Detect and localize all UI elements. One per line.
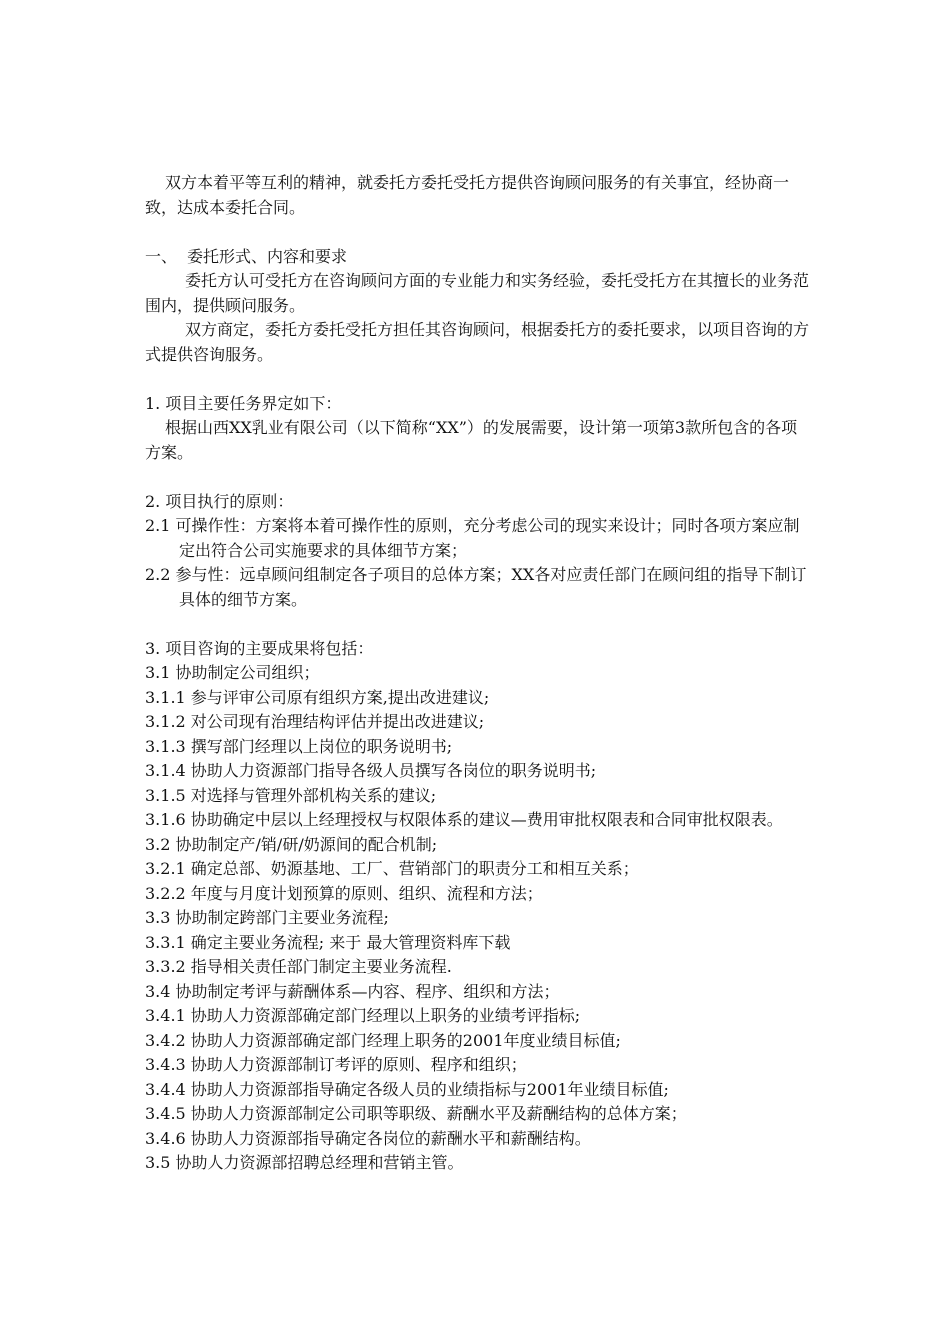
list-item: 3.2.2 年度与月度计划预算的原则、组织、流程和方法； bbox=[145, 883, 543, 903]
list-item: 3.4.2 协助人力资源部确定部门经理上职务的2001年度业绩目标值; bbox=[145, 1030, 621, 1050]
list-item: 3.1.5 对选择与管理外部机构关系的建议; bbox=[145, 785, 437, 805]
section-1-paragraph-1: 委托方认可受托方在咨询顾问方面的专业能力和实务经验，委托受托方在其擅长的业务范围内，提供顾问服务。 bbox=[145, 271, 810, 315]
list-item: 3.4.3 协助人力资源部制订考评的原则、程序和组织； bbox=[145, 1055, 527, 1074]
list-item: 3.2.1 确定总部、奶源基地、工厂、营销部门的职责分工和相互关系； bbox=[145, 859, 639, 878]
list-item: 3.1.6 协助确定中层以上经理授权与权限体系的建议—费用审批权限表和合同审批权限表。 bbox=[145, 810, 783, 829]
section-1-heading bbox=[145, 245, 810, 270]
list-item: 3.4.1 协助人力资源部确定部门经理以上职务的业绩考评指标; bbox=[145, 1006, 581, 1025]
list-item: 3.4 协助制定考评与薪酬体系—内容、程序、组织和方法； bbox=[145, 981, 560, 1001]
section-1-paragraph-2: 双方商定，委托方委托受托方担任其咨询顾问，根据委托方的委托要求，以项目咨询的方式提供咨询服务。 bbox=[145, 320, 810, 364]
spacer bbox=[145, 220, 810, 245]
list-item: 3.5 协助人力资源部招聘总经理和营销主管。 bbox=[145, 1153, 464, 1172]
item-1-body: 根据山西XX乳业有限公司（以下简称“XX”）的发展需要，设计第一项第3款所包含的各项方案。 bbox=[145, 418, 798, 462]
list-item: 3.1.3 撰写部门经理以上岗位的职务说明书; bbox=[145, 736, 453, 756]
list-item: 3.3 协助制定跨部门主要业务流程; bbox=[145, 908, 389, 927]
item-3-heading: 3. 项目咨询的主要成果将包括： bbox=[145, 638, 374, 658]
list-item: 3.2 协助制定产/销/研/奶源间的配合机制; bbox=[145, 834, 438, 854]
document-body bbox=[145, 171, 810, 1176]
item-2-1: 2.1 可操作性：方案将本着可操作性的原则，充分考虑公司的现实来设计；同时各项方案应制定出符合公司实施要求的具体细节方案； bbox=[145, 516, 800, 560]
list-item: 3.1.1 参与评审公司原有组织方案,提出改进建议; bbox=[145, 687, 490, 707]
spacer bbox=[145, 465, 810, 490]
intro-paragraph: 双方本着平等互利的精神，就委托方委托受托方提供咨询顾问服务的有关事宜，经协商一致，达成本委托合同。 bbox=[145, 173, 790, 217]
item-2-heading: 2. 项目执行的原则： bbox=[145, 491, 294, 511]
section-1-number: 一、 bbox=[145, 246, 178, 266]
spacer bbox=[145, 367, 810, 392]
item-2-2: 2.2 参与性：远卓顾问组制定各子项目的总体方案；XX各对应责任部门在顾问组的指导下制订具体的细节方案。 bbox=[145, 565, 807, 609]
list-item: 3.3.2 指导相关责任部门制定主要业务流程. bbox=[145, 957, 452, 976]
item-1-heading: 1. 项目主要任务界定如下： bbox=[145, 393, 342, 413]
list-item: 3.1.4 协助人力资源部门指导各级人员撰写各岗位的职务说明书; bbox=[145, 761, 597, 780]
spacer bbox=[145, 612, 810, 637]
list-item: 3.3.1 确定主要业务流程; 来于 最大管理资料库下载 bbox=[145, 932, 511, 952]
list-item: 3.1.2 对公司现有治理结构评估并提出改进建议; bbox=[145, 712, 485, 731]
list-item: 3.4.6 协助人力资源部指导确定各岗位的薪酬水平和薪酬结构。 bbox=[145, 1128, 591, 1148]
list-item: 3.4.4 协助人力资源部指导确定各级人员的业绩指标与2001年业绩目标值; bbox=[145, 1079, 669, 1099]
list-item: 3.1 协助制定公司组织； bbox=[145, 663, 320, 682]
list-item: 3.4.5 协助人力资源部制定公司职等职级、薪酬水平及薪酬结构的总体方案； bbox=[145, 1104, 687, 1123]
section-1-title: 委托形式、内容和要求 bbox=[187, 246, 348, 266]
